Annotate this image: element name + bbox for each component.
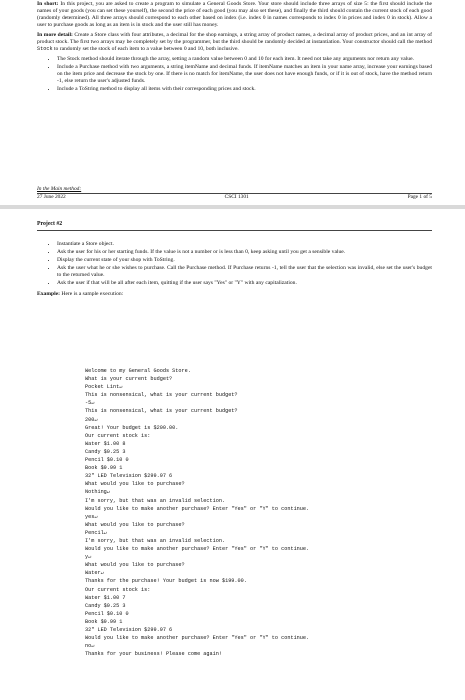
console-line: Book $9.99 1 xyxy=(85,465,123,472)
console-line: I'm sorry, but that was an invalid selection. xyxy=(85,497,226,504)
example-text: Here is a sample execution: xyxy=(61,291,124,297)
console-line: Would you like to make another purchase? Enter "Yes" or "Y" to continue. xyxy=(85,635,310,642)
console-line: Book $9.99 1 xyxy=(85,618,123,625)
inline-code: Stock xyxy=(37,46,53,52)
console-line: What would you like to purchase? xyxy=(85,562,185,569)
page-footer xyxy=(37,194,432,200)
console-line: Pencil↵ xyxy=(85,529,107,536)
console-line: Candy $0.25 3 xyxy=(85,602,126,609)
cut-off-heading: In the Main method: xyxy=(37,186,82,192)
list-item: • Include a ToString method to display all items with their corresponding prices and stock. xyxy=(57,86,432,93)
console-line: 32" LED Television $299.97 6 xyxy=(85,627,173,633)
main-method-list xyxy=(37,241,432,287)
document-page-2 xyxy=(0,209,465,700)
console-line: I'm sorry, but that was an invalid selection. xyxy=(85,537,226,544)
example-label: Example: xyxy=(37,291,60,297)
paragraph-text: to randomly set the stock of each item to a value between 0 and 10, both inclusive. xyxy=(52,46,239,52)
console-line: This is nonsensical, what is your current budget? xyxy=(85,408,238,415)
console-line: What is your current budget? xyxy=(85,376,173,383)
console-line: Water↵ xyxy=(85,570,104,577)
console-line: y↵ xyxy=(85,554,92,561)
console-line: What would you like to purchase? xyxy=(85,521,185,528)
console-line: Nothing↵ xyxy=(85,489,110,496)
footer-date: 27 June 2022 xyxy=(37,194,66,200)
console-line: Great! Your budget is $200.00. xyxy=(85,424,179,431)
footer-page-number: Page 1 of 5 xyxy=(407,194,432,200)
console-line: Would you like to make another purchase? Enter "Yes" or "Y" to continue. xyxy=(85,505,310,512)
list-item: • Ask the user what he or she wishes to purchase. Call the Purchase method. If Purchase returns -1, tell the user that the selection was invalid, else set the user's budget to the returned value. xyxy=(57,265,432,279)
console-line: Pencil $0.10 0 xyxy=(85,457,129,464)
console-line: Water $1.00 8 xyxy=(85,440,126,447)
list-item: • Instantiate a Store object. xyxy=(57,241,432,248)
console-line: yes↵ xyxy=(85,513,98,520)
document-page-1 xyxy=(0,0,465,206)
requirements-list xyxy=(37,56,432,93)
console-line: Water $1.00 7 xyxy=(85,594,126,601)
console-line: 200↵ xyxy=(85,416,98,423)
console-line: Pencil $0.10 0 xyxy=(85,610,129,617)
list-item: • Ask the user for his or her starting funds. If the value is not a number or is less than 0, keep asking until you get a sensible value. xyxy=(57,249,432,256)
console-line: Thanks for the purchase! Your budget is now $199.00. xyxy=(85,578,247,585)
console-line: Would you like to make another purchase? Enter "Yes" or "Y" to continue. xyxy=(85,546,310,553)
console-line: Our current stock is: xyxy=(85,432,151,439)
list-item: • Ask the user if that will be all after each item, quitting if the user says "Yes" or "Y" with any capitalization. xyxy=(57,280,432,287)
console-line: What would you like to purchase? xyxy=(85,481,185,488)
paragraph-label: In more detail: xyxy=(37,32,73,38)
console-line: 32" LED Television $299.97 6 xyxy=(85,473,173,480)
console-line: Welcome to my General Goods Store. xyxy=(85,368,191,374)
sample-execution-console xyxy=(85,367,445,658)
console-line: no↵ xyxy=(85,643,95,650)
console-line: Thanks for your business! Please come again! xyxy=(85,651,222,658)
example-intro xyxy=(37,291,432,298)
paragraph-label: In short: xyxy=(37,1,59,7)
console-line: Our current stock is: xyxy=(85,586,151,593)
console-line: This is nonsensical, what is your current budget? xyxy=(85,392,238,399)
paragraph-in-short xyxy=(37,1,432,29)
page-header: Project #2 xyxy=(37,221,63,227)
list-item: • Display the current state of your shop with ToString. xyxy=(57,257,432,264)
page-2-body xyxy=(37,235,432,301)
header-divider xyxy=(37,230,432,231)
paragraph-text: Create a Store class with four attributes, a decimal for the shop earnings, a string array of product names, a decimal array of product prices, and an int array of product stock. The first two arrays may be completely set by the programmer, but the third should be randomly decided at instantiation. Your constructor should call the method xyxy=(37,32,432,45)
paragraph-text: In this project, you are asked to create a program to simulate a General Goods Store. Your store should include three arrays of size 5: the first should include the names of your goods (you can set these yourself), the second the price of each good (you may also set these), and finally the third should contain the current stock of each good (randomly determined). All three arrays should correspond to each other based on index (i.e. index 0 in names corresponds to index 0 in prices and index 0 in stock). Allow a user to purchase goods as long as an item is in stock and the user still has money. xyxy=(37,1,432,28)
list-item: • The Stock method should iterate through the array, setting a random value between 0 and 10 for each item. It need not take any arguments nor return any value. xyxy=(57,56,432,63)
console-line: -5↵ xyxy=(85,400,95,407)
list-item: • Include a Purchase method with two arguments, a string itemName and decimal funds. If itemName matches an item in your name array, increase your earnings based on the item price and decrease the stock by one. If there is no match for itemName, the user does not have enough funds, or if it is out of stock, have the method return -1, else return the user's adjusted funds. xyxy=(57,64,432,85)
page-1-body xyxy=(37,1,432,95)
paragraph-in-more-detail xyxy=(37,32,432,53)
footer-course: CSCI 1301 xyxy=(224,194,249,200)
console-line: Candy $0.25 3 xyxy=(85,448,126,455)
console-line: Pocket Lint↵ xyxy=(85,384,123,391)
